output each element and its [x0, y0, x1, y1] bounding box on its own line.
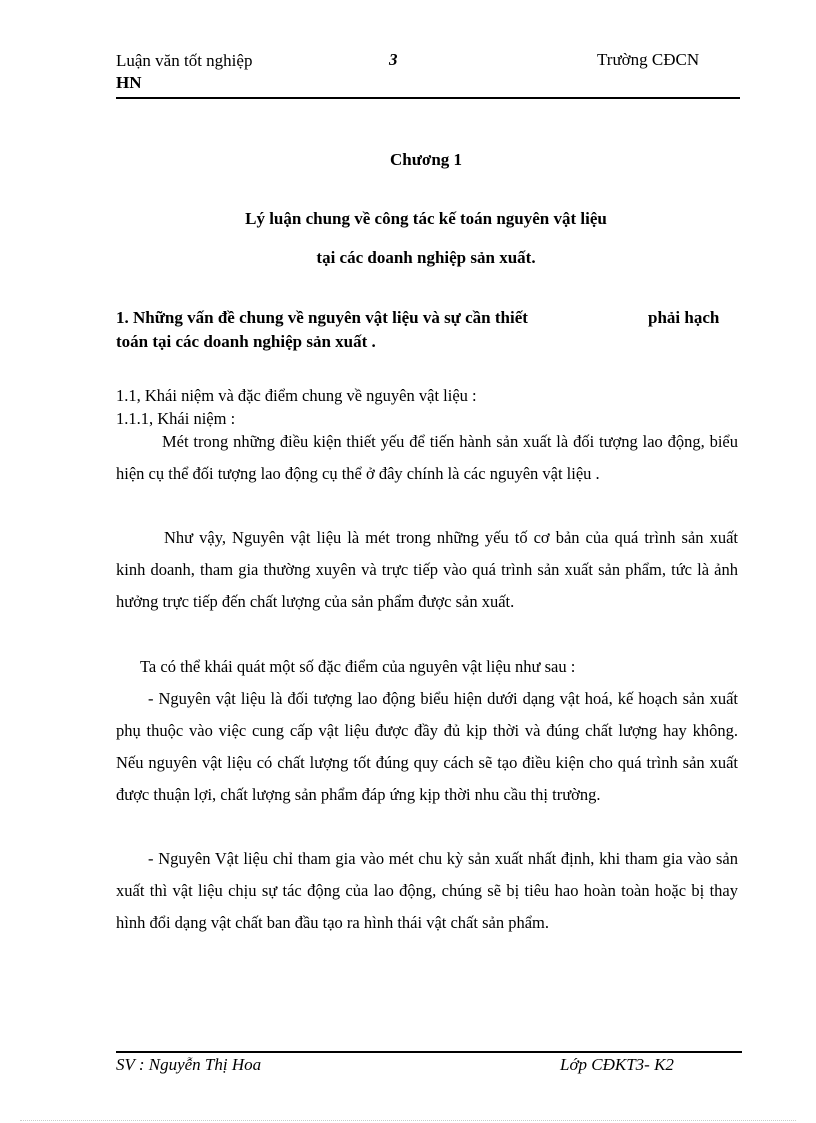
section-heading-line2: toán tại các doanh nghiệp sản xuất .	[116, 332, 376, 351]
paragraph-1: Mét trong những điều kiện thiết yếu để tiến hành sản xuất là đối tượng lao động, biểu hiện cụ thể đối tượng lao động cụ thể ở đây chính là các nguyên vật liệu .	[116, 432, 738, 483]
paragraph-5: - Nguyên Vật liệu chỉ tham gia vào mét chu kỳ sản xuất nhất định, khi tham gia vào sản xuất thì vật liệu chịu sự tác động của lao động, chúng sẽ bị tiêu hao hoàn toàn hoặc bị thay hình đổi dạng vật chất ban đầu tạo ra hình thái vật chất sản phẩm.	[116, 849, 738, 932]
paragraph-4: - Nguyên vật liệu là đối tượng lao động biểu hiện dưới dạng vật hoá, kế hoạch sản xuất phụ thuộc vào việc cung cấp vật liệu được đầy đủ kịp thời và đúng chất lượng hay không. Nếu nguyên vật liệu có chất lượng tốt đúng quy cách sẽ tạo điều kiện cho quá trình sản xuất được thuận lợi, chất lượng sản phẩm đáp ứng kịp thời nhu cầu thị trường.	[116, 689, 738, 804]
footer-student: SV : Nguyễn Thị Hoa	[116, 1055, 262, 1074]
paragraph-2: Như vậy, Nguyên vật liệu là mét trong những yếu tố cơ bản của quá trình sản xuất kinh doanh, tham gia thường xuyên và trực tiếp vào quá trình sản xuất sản phẩm, tức là ảnh hưởng trực tiếp đến chất lượng của sản phẩm được sản xuất.	[116, 528, 738, 611]
section-heading	[116, 306, 738, 354]
section-heading-line1: 1. Những vấn đề chung về nguyên vật liệu và sự cần thiết	[116, 308, 528, 327]
subsection-1-1-1: 1.1.1, Khái niệm :	[116, 409, 236, 428]
section-heading-right: phải hạch	[648, 308, 720, 327]
footer-divider	[116, 1051, 742, 1053]
chapter-title-line2: tại các doanh nghiệp sản xuất.	[316, 248, 536, 267]
header-divider	[116, 97, 740, 99]
footer-class: Lớp CĐKT3- K2	[560, 1055, 674, 1074]
page-edge	[20, 1120, 796, 1121]
subsection-1-1: 1.1, Khái niệm và đặc điểm chung về nguyên vật liệu :	[116, 386, 477, 405]
header-school: Trường CĐCN	[597, 50, 700, 69]
chapter-title-line1: Lý luận chung về công tác kế toán nguyên vật liệu	[245, 209, 607, 228]
header-title-continued: HN	[116, 73, 142, 92]
header-title: Luận văn tốt nghiệp	[116, 51, 253, 70]
header-left	[116, 50, 252, 94]
chapter-label: Chương 1	[389, 150, 463, 169]
paragraph-3: Ta có thể khái quát một số đặc điểm của nguyên vật liệu như sau :	[140, 657, 576, 676]
page-number: 3	[389, 50, 398, 69]
